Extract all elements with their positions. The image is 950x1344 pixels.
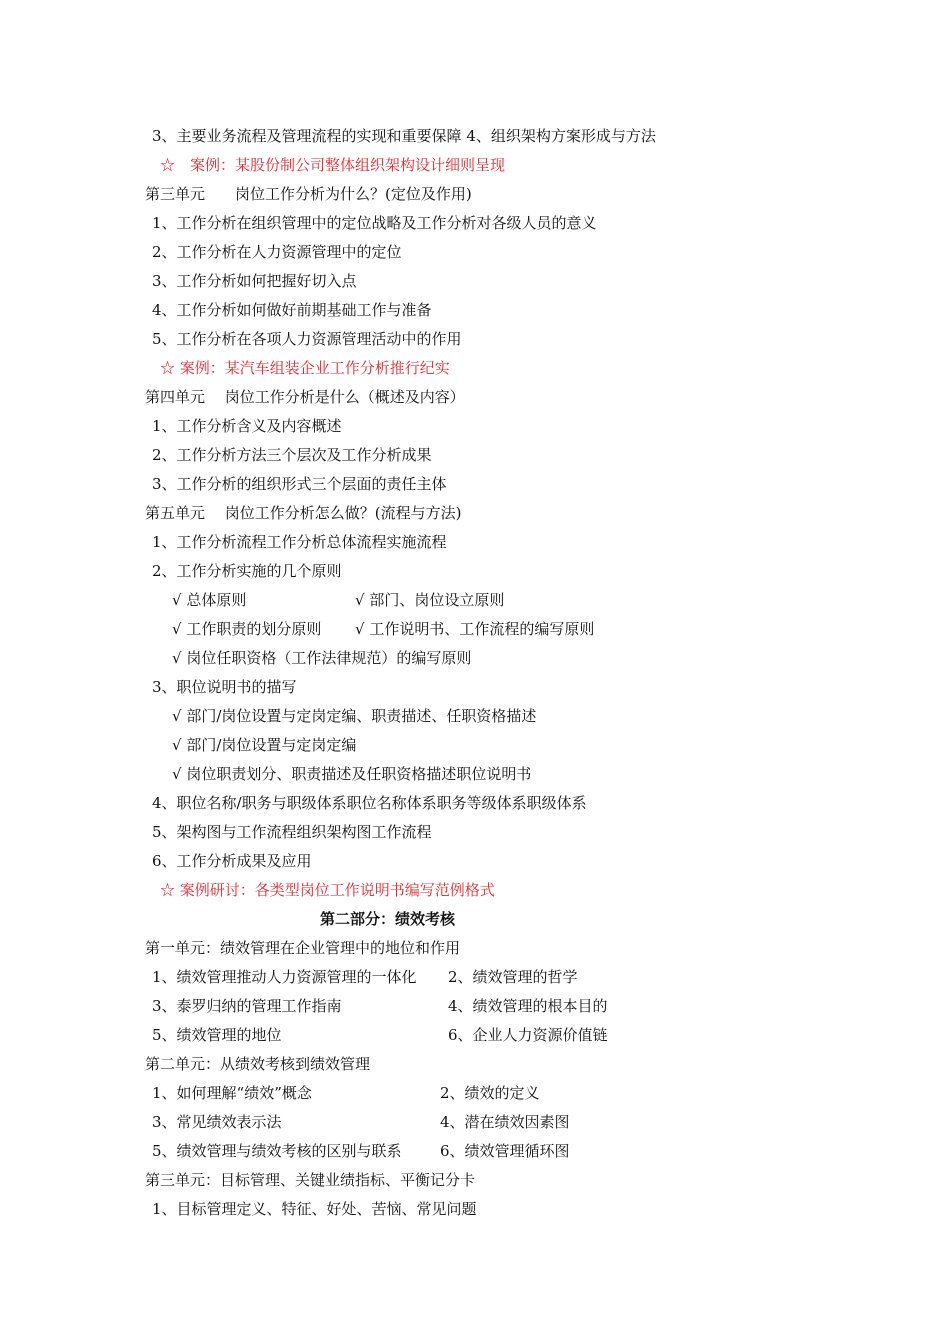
text-line: 5、架构图与工作流程组织架构图工作流程 — [152, 823, 432, 841]
section-title: 第二部分：绩效考核 — [320, 910, 456, 928]
check-item: √ 岗位职责划分、职责描述及任职资格描述职位说明书 — [172, 765, 532, 783]
check-item: √ 部门/岗位设置与定岗定编、职责描述、任职资格描述 — [172, 707, 537, 725]
list-item: 2、绩效管理的哲学 — [448, 968, 578, 986]
text-line: 6、工作分析成果及应用 — [152, 852, 312, 870]
text-line: 第一单元：绩效管理在企业管理中的地位和作用 — [145, 939, 461, 957]
check-item: √ 部门、岗位设立原则 — [355, 591, 505, 609]
list-item: 6、绩效管理循环图 — [440, 1142, 570, 1160]
list-item: 3、常见绩效表示法 — [152, 1113, 282, 1131]
text-line: 2、工作分析在人力资源管理中的定位 — [152, 243, 402, 261]
text-line: 第二单元：从绩效考核到绩效管理 — [145, 1055, 371, 1073]
text-line: 2、工作分析方法三个层次及工作分析成果 — [152, 446, 432, 464]
list-item: 1、绩效管理推动人力资源管理的一体化 — [152, 968, 417, 986]
text-line: ☆ 案例：某股份制公司整体组织架构设计细则呈现 — [160, 156, 506, 174]
check-item: √ 工作说明书、工作流程的编写原则 — [355, 620, 595, 638]
text-line: 1、目标管理定义、特征、好处、苦恼、常见问题 — [152, 1200, 477, 1218]
list-item: 4、绩效管理的根本目的 — [448, 997, 608, 1015]
list-item: 3、泰罗归纳的管理工作指南 — [152, 997, 342, 1015]
list-item: 5、绩效管理与绩效考核的区别与联系 — [152, 1142, 402, 1160]
text-line: 第三单元：目标管理、关键业绩指标、平衡记分卡 — [145, 1171, 476, 1189]
text-line: 3、主要业务流程及管理流程的实现和重要保障 4、组织架构方案形成与方法 — [152, 127, 656, 145]
text-line: 1、工作分析在组织管理中的定位战略及工作分析对各级人员的意义 — [152, 214, 597, 232]
list-item: 1、如何理解“绩效”概念 — [152, 1084, 312, 1102]
text-line: 第四单元 岗位工作分析是什么（概述及内容） — [145, 388, 465, 406]
text-line: 1、工作分析含义及内容概述 — [152, 417, 342, 435]
text-line: 3、工作分析如何把握好切入点 — [152, 272, 357, 290]
text-line: 4、职位名称/职务与职级体系职位名称体系职务等级体系职级体系 — [152, 794, 587, 812]
list-item: 6、企业人力资源价值链 — [448, 1026, 608, 1044]
list-item: 4、潜在绩效因素图 — [440, 1113, 570, 1131]
list-item: 2、绩效的定义 — [440, 1084, 540, 1102]
text-line: ☆ 案例：某汽车组装企业工作分析推行纪实 — [160, 359, 450, 377]
text-line: 第三单元 岗位工作分析为什么？(定位及作用) — [145, 185, 472, 203]
check-item: √ 工作职责的划分原则 — [172, 620, 322, 638]
text-line: 3、职位说明书的描写 — [152, 678, 297, 696]
list-item: 5、绩效管理的地位 — [152, 1026, 282, 1044]
text-line: 2、工作分析实施的几个原则 — [152, 562, 342, 580]
text-line: 4、工作分析如何做好前期基础工作与准备 — [152, 301, 432, 319]
check-item: √ 部门/岗位设置与定岗定编 — [172, 736, 357, 754]
text-line: ☆ 案例研讨：各类型岗位工作说明书编写范例格式 — [160, 881, 495, 899]
check-item: √ 总体原则 — [172, 591, 247, 609]
text-line: 3、工作分析的组织形式三个层面的责任主体 — [152, 475, 447, 493]
text-line: 5、工作分析在各项人力资源管理活动中的作用 — [152, 330, 462, 348]
text-line: 1、工作分析流程工作分析总体流程实施流程 — [152, 533, 447, 551]
text-line: 第五单元 岗位工作分析怎么做？(流程与方法) — [145, 504, 462, 522]
check-item: √ 岗位任职资格（工作法律规范）的编写原则 — [172, 649, 472, 667]
